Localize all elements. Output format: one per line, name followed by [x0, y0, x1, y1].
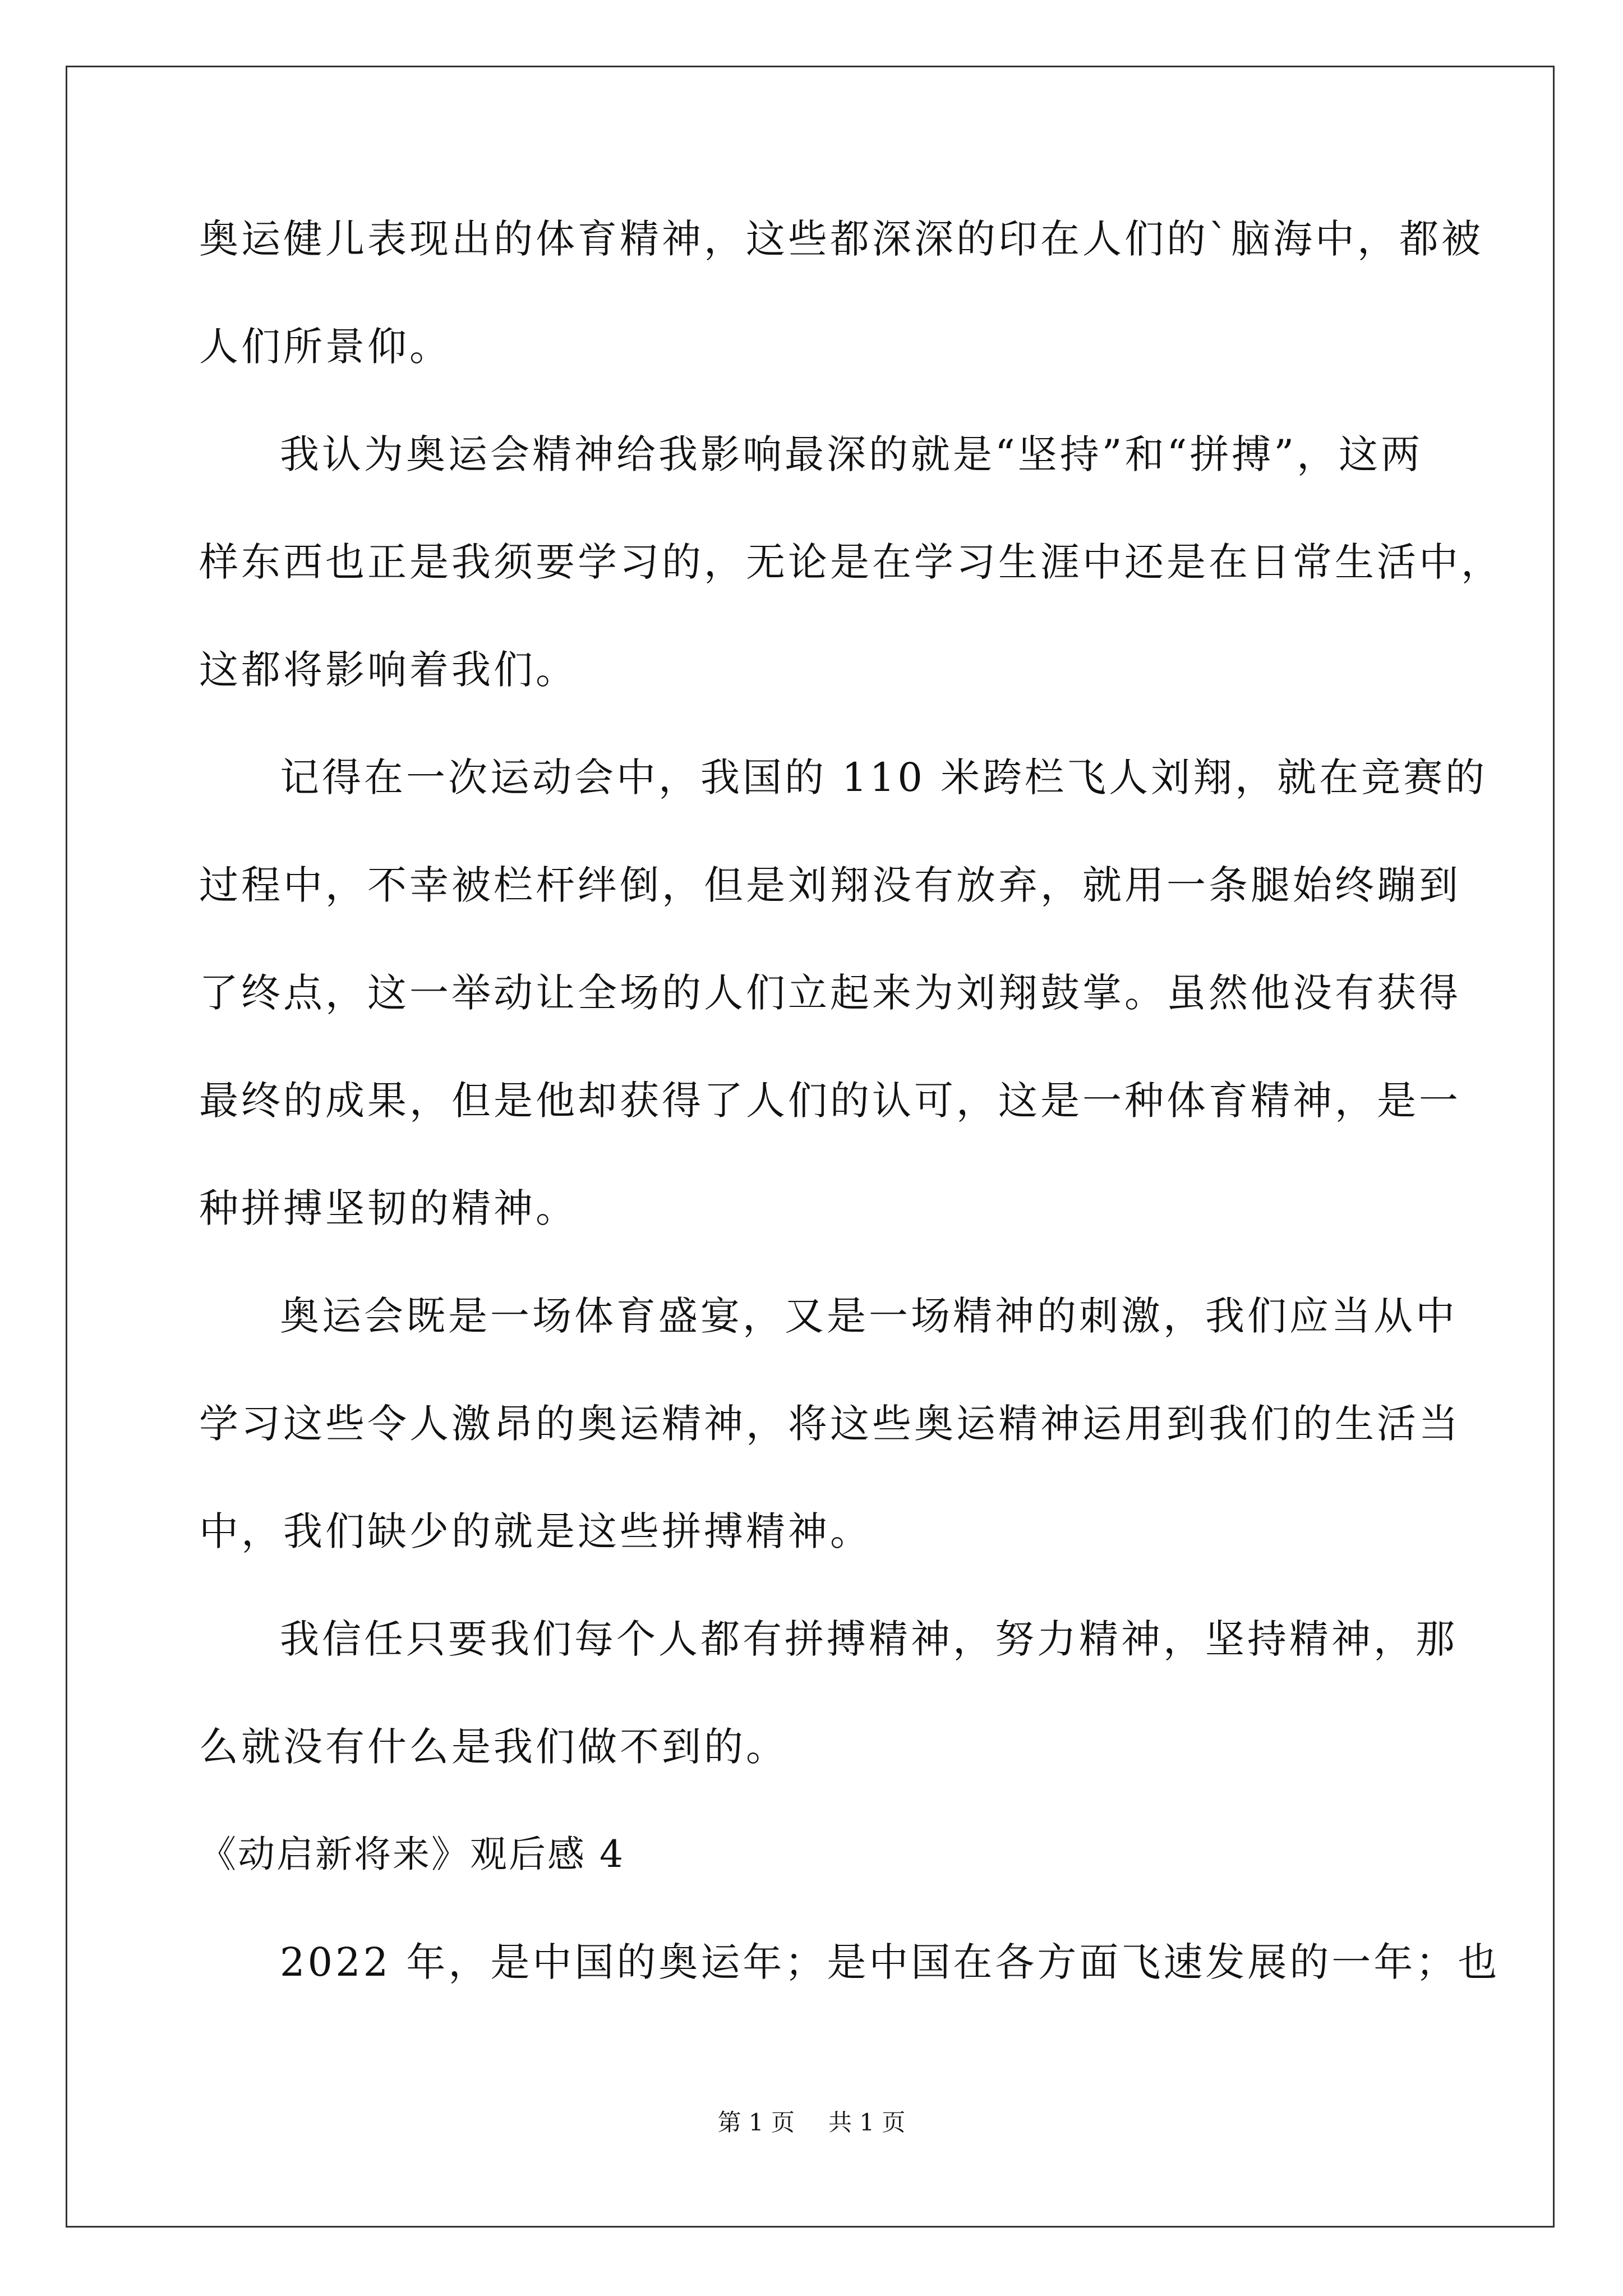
paragraph-first-line: 我信任只要我们每个人都有拼搏精神，努力精神，坚持精神，那	[280, 1616, 1458, 1662]
paragraph-first-line: 2022 年，是中国的奥运年；是中国在各方面飞速发展的一年；也	[280, 1939, 1500, 1985]
page-number: 第 1 页	[717, 2109, 795, 2136]
body-line: 了终点，这一举动让全场的人们立起来为刘翔鼓掌。虽然他没有获得	[199, 970, 1461, 1016]
document-body	[199, 208, 1503, 2039]
paragraph-first-line: 奥运会既是一场体育盛宴，又是一场精神的刺激，我们应当从中	[280, 1293, 1458, 1339]
body-line: 这都将影响着我们。	[199, 647, 578, 693]
paragraph-first-line: 我认为奥运会精神给我影响最深的就是“坚持”和“拼搏”，这两	[280, 431, 1423, 477]
body-line: 种拼搏坚韧的精神。	[199, 1185, 578, 1231]
body-line: 样东西也正是我须要学习的，无论是在学习生涯中还是在日常生活中，	[199, 539, 1503, 585]
body-line: 最终的成果，但是他却获得了人们的认可，这是一种体育精神，是一	[199, 1078, 1461, 1124]
body-line: 中，我们缺少的就是这些拼搏精神。	[199, 1508, 872, 1554]
body-line: 奥运健儿表现出的体育精神，这些都深深的印在人们的`脑海中，都被	[199, 216, 1483, 262]
body-line: 学习这些令人激昂的奥运精神，将这些奥运精神运用到我们的生活当	[199, 1401, 1461, 1447]
page-footer	[0, 2106, 1623, 2139]
body-line: 人们所景仰。	[199, 324, 451, 370]
body-line: 么就没有什么是我们做不到的。	[199, 1724, 788, 1770]
section-title: 《动启新将来》观后感 4	[199, 1833, 625, 1876]
paragraph-first-line: 记得在一次运动会中，我国的 110 米跨栏飞人刘翔，就在竞赛的	[280, 754, 1488, 800]
body-line: 过程中，不幸被栏杆绊倒，但是刘翔没有放弃，就用一条腿始终蹦到	[199, 862, 1461, 908]
page-total: 共 1 页	[828, 2109, 906, 2136]
